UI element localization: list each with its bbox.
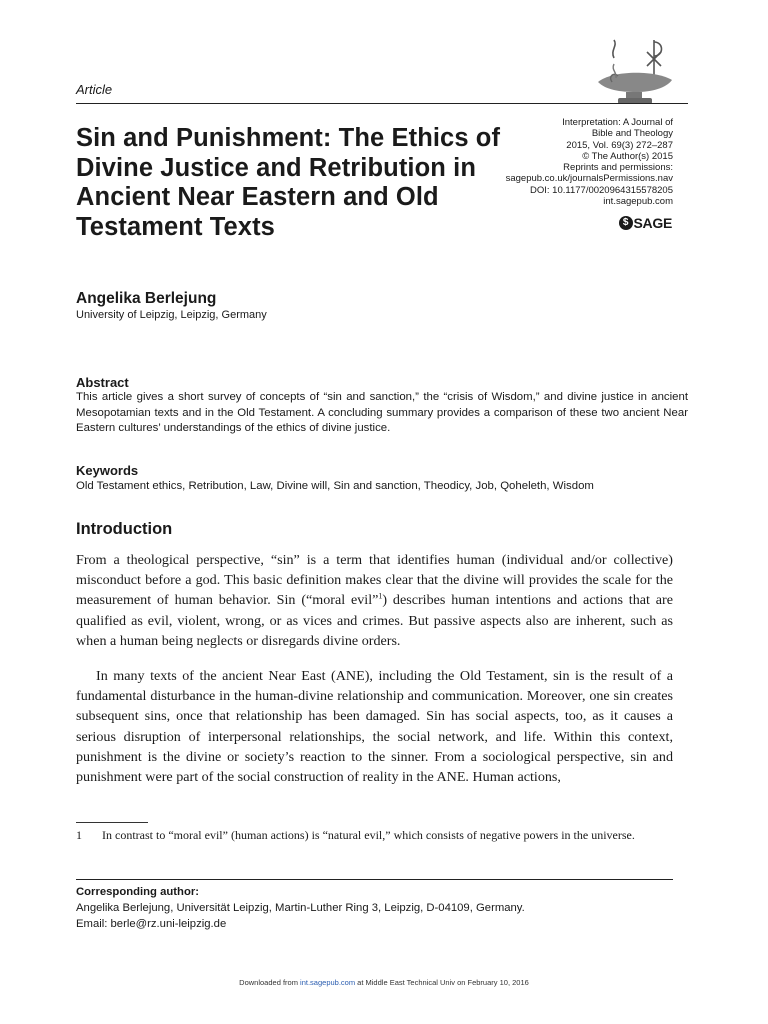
journal-info-line: © The Author(s) 2015 [582,150,673,162]
journal-info-line: Interpretation: A Journal of [562,117,673,128]
footnote [76,826,673,845]
article-type-label: Article [76,82,113,97]
corresponding-author-address: Angelika Berlejung, Universität Leipzig, Martin-Luther Ring 3, Leipzig, D-04109, Germany. [76,902,525,914]
journal-info-line: Reprints and permissions: [563,162,673,174]
journal-info-line: 2015, Vol. 69(3) 272–287 [566,139,673,151]
journal-info-line: Bible and Theology [591,128,673,140]
download-prefix: Downloaded from [239,978,301,987]
paragraph-text: From a theological perspective, “sin” is a term that identifies human (individual and/or collective) misconduct before a god. This basic definition makes clear that the divine will provides the scale for the measurement of human behavior. Sin (“moral evil” [76,552,673,609]
section-heading-introduction: Introduction [76,520,173,538]
body-paragraph [76,550,673,651]
journal-info-block [433,117,673,207]
publisher-name: SAGE [633,215,672,231]
footnote-reference[interactable]: 1 [378,591,383,601]
footnote-divider [76,822,148,823]
permissions-link[interactable]: sagepub.co.uk/journalsPermissions.nav [505,173,673,185]
article-title: Sin and Punishment: The Ethics of Divine Justice and Retribution in Ancient Near Eastern and Old Testament Texts [76,124,501,241]
abstract-text: This article gives a short survey of concepts of “sin and sanction,” the “crisis of Wisdom,” and divine justice in ancient Mesopotamian texts and in the Old Testament. A concluding summary provides a comparison of these two ancient Near Eastern cultures’ understandings of the ethics of divine justice. [76,391,688,434]
footnote-text: In contrast to “moral evil” (human actions) is “natural evil,” which consists of negative powers in the universe. [102,828,635,842]
abstract-heading: Abstract [76,375,129,390]
author-affiliation: University of Leipzig, Leipzig, Germany [76,309,267,321]
keywords-heading: Keywords [76,463,139,478]
doi-link[interactable]: DOI: 10.1177/0020964315578205 [530,184,673,196]
body-paragraph: In many texts of the ancient Near East (ANE), including the Old Testament, sin is the result of a fundamental disturbance in the human-divine relationship and communication. Moreover, one sin creates subsequent sins, once that relationship has been damaged. Sin has social aspects, too, as it causes a serious disruption of interpersonal relationships, the social network, and life. Within this context, punishment is the divine or society’s reaction to the sinner. From a sociological perspective, sin and punishment were part of the social construction of reality in the ANE. Human actions, [76,668,673,786]
journal-logo-icon [592,36,676,108]
corresponding-divider [76,879,673,880]
header-divider [76,103,688,104]
download-suffix: at Middle East Technical Univ on February 10, 2016 [355,978,529,987]
paragraph-text: ) describes human intentions and actions that are qualified as evil, violent, wrong, or as vices and crimes. But passive aspects also are inherent, such as when a human being neglects or disregards divine orders. [76,592,673,649]
footnote-number: 1 [76,828,82,842]
author-name: Angelika Berlejung [76,290,217,307]
corresponding-author-heading: Corresponding author: [76,886,200,898]
keywords-text: Old Testament ethics, Retribution, Law, Divine will, Sin and sanction, Theodicy, Job, Qoheleth, Wisdom [76,480,594,492]
journal-site-link[interactable]: int.sagepub.com [603,196,673,208]
publisher-logo [619,215,672,231]
download-site-link[interactable]: int.sagepub.com [300,978,356,987]
corresponding-author-email[interactable]: Email: berle@rz.uni-leipzig.de [76,918,227,930]
download-notice [0,978,768,987]
sage-mark-icon: $ [619,216,633,230]
